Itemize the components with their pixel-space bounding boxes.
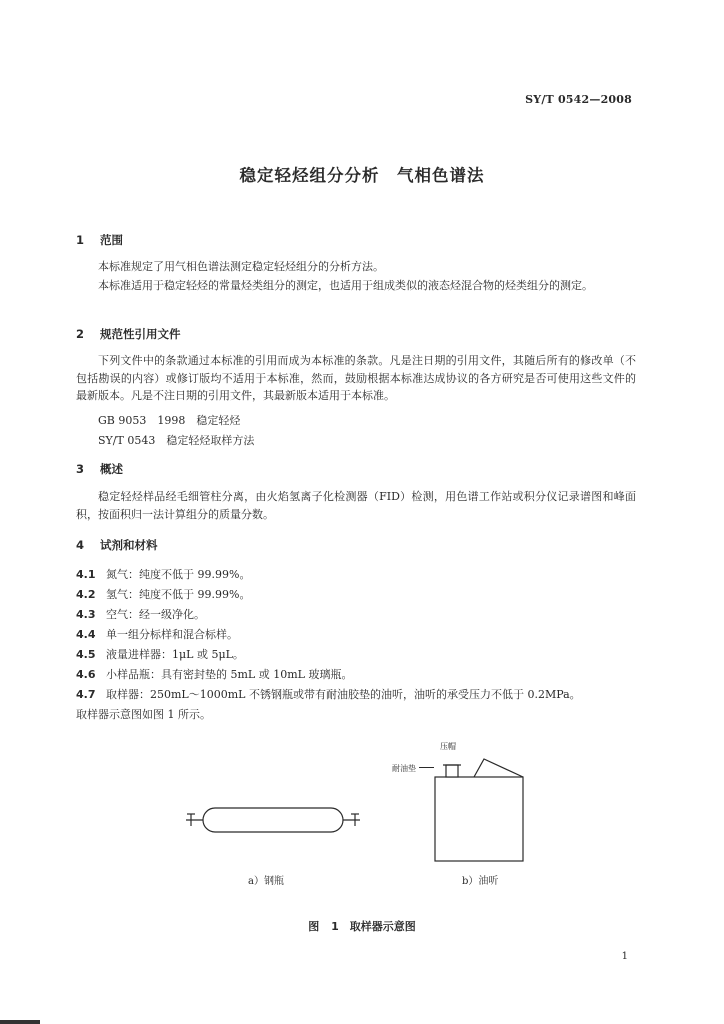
item-number: 4.4 (76, 628, 96, 641)
section-1-heading (76, 232, 123, 248)
item-text: 空气：经一级净化。 (106, 608, 205, 621)
section-title: 规范性引用文件 (100, 327, 181, 341)
list-item (76, 666, 352, 682)
section-3-paragraph: 稳定轻烃样品经毛细管柱分离，由火焰氢离子化检测器（FID）检测，用色谱工作站或积分仪记录谱图和峰面积，按面积归一法计算组分的质量分数。 (76, 490, 636, 521)
cap-label: 压帽 (440, 742, 456, 751)
section-title: 试剂和材料 (100, 538, 158, 552)
item-number: 4.7 (76, 688, 96, 701)
item-number: 4.5 (76, 648, 96, 661)
section-1-paragraph: 本标准适用于稳定轻烃的常量烃类组分的测定，也适用于组成类似的液态烃混合物的烃类组分的测定。 (98, 279, 593, 292)
figure-caption-a: a）钢瓶 (248, 876, 284, 887)
item-number: 4.1 (76, 568, 96, 581)
figure-title: 图 1 取样器示意图 (308, 920, 416, 933)
item-text: 液量进样器：1μL 或 5μL。 (106, 648, 244, 661)
section-number: 3 (76, 462, 85, 476)
section-number: 1 (76, 233, 85, 247)
item-text: 小样品瓶：具有密封垫的 5mL 或 10mL 玻璃瓶。 (106, 668, 353, 681)
section-4-heading (76, 537, 158, 553)
section-2-paragraph: 下列文件中的条款通过本标准的引用而成为本标准的条款。凡是注日期的引用文件，其随后所有的修改单（不包括勘误的内容）或修订版均不适用于本标准，然而，鼓励根据本标准达成协议的各方研究是否可使用这些文件的最新版本。凡是不注日期的引用文件，其最新版本适用于本标准。 (76, 354, 636, 402)
list-item (76, 586, 250, 602)
section-number: 4 (76, 538, 85, 552)
gasket-leader-line (419, 767, 434, 768)
section-1-paragraph: 本标准规定了用气相色谱法测定稳定轻烃组分的分析方法。 (98, 260, 384, 273)
item-text: 氢气：纯度不低于 99.99%。 (106, 588, 251, 601)
section-title: 概述 (100, 462, 123, 476)
item-text: 氮气：纯度不低于 99.99%。 (106, 568, 251, 581)
figure-caption-b: b）油听 (462, 876, 499, 887)
section-title: 范围 (100, 233, 123, 247)
figure-reference-text: 取样器示意图如图 1 所示。 (76, 708, 211, 721)
list-item (76, 646, 244, 662)
item-number: 4.2 (76, 588, 96, 601)
gasket-label: 耐油垫 (392, 764, 416, 773)
item-text: 取样器：250mL～1000mL 不锈钢瓶或带有耐油胶垫的油听，油听的承受压力不低于 0.2MPa。 (106, 688, 581, 701)
reference-item: GB 9053 1998 稳定轻烃 (98, 414, 241, 427)
item-number: 4.6 (76, 668, 96, 681)
scan-artifact (0, 1020, 40, 1024)
document-title: 稳定轻烃组分分析 气相色谱法 (239, 166, 485, 185)
list-item (76, 686, 636, 702)
section-2-heading (76, 326, 181, 342)
list-item (76, 626, 238, 642)
section-3-heading (76, 461, 123, 477)
list-item (76, 606, 205, 622)
standard-code: SY/T 0542—2008 (525, 93, 632, 106)
list-item (76, 566, 250, 582)
section-number: 2 (76, 327, 85, 341)
page-number: 1 (621, 951, 628, 962)
oil-can-drawing (430, 755, 530, 865)
reference-item: SY/T 0543 稳定轻烃取样方法 (98, 434, 255, 447)
item-number: 4.3 (76, 608, 96, 621)
item-text: 单一组分标样和混合标样。 (106, 628, 238, 641)
steel-cylinder-drawing (183, 800, 363, 840)
